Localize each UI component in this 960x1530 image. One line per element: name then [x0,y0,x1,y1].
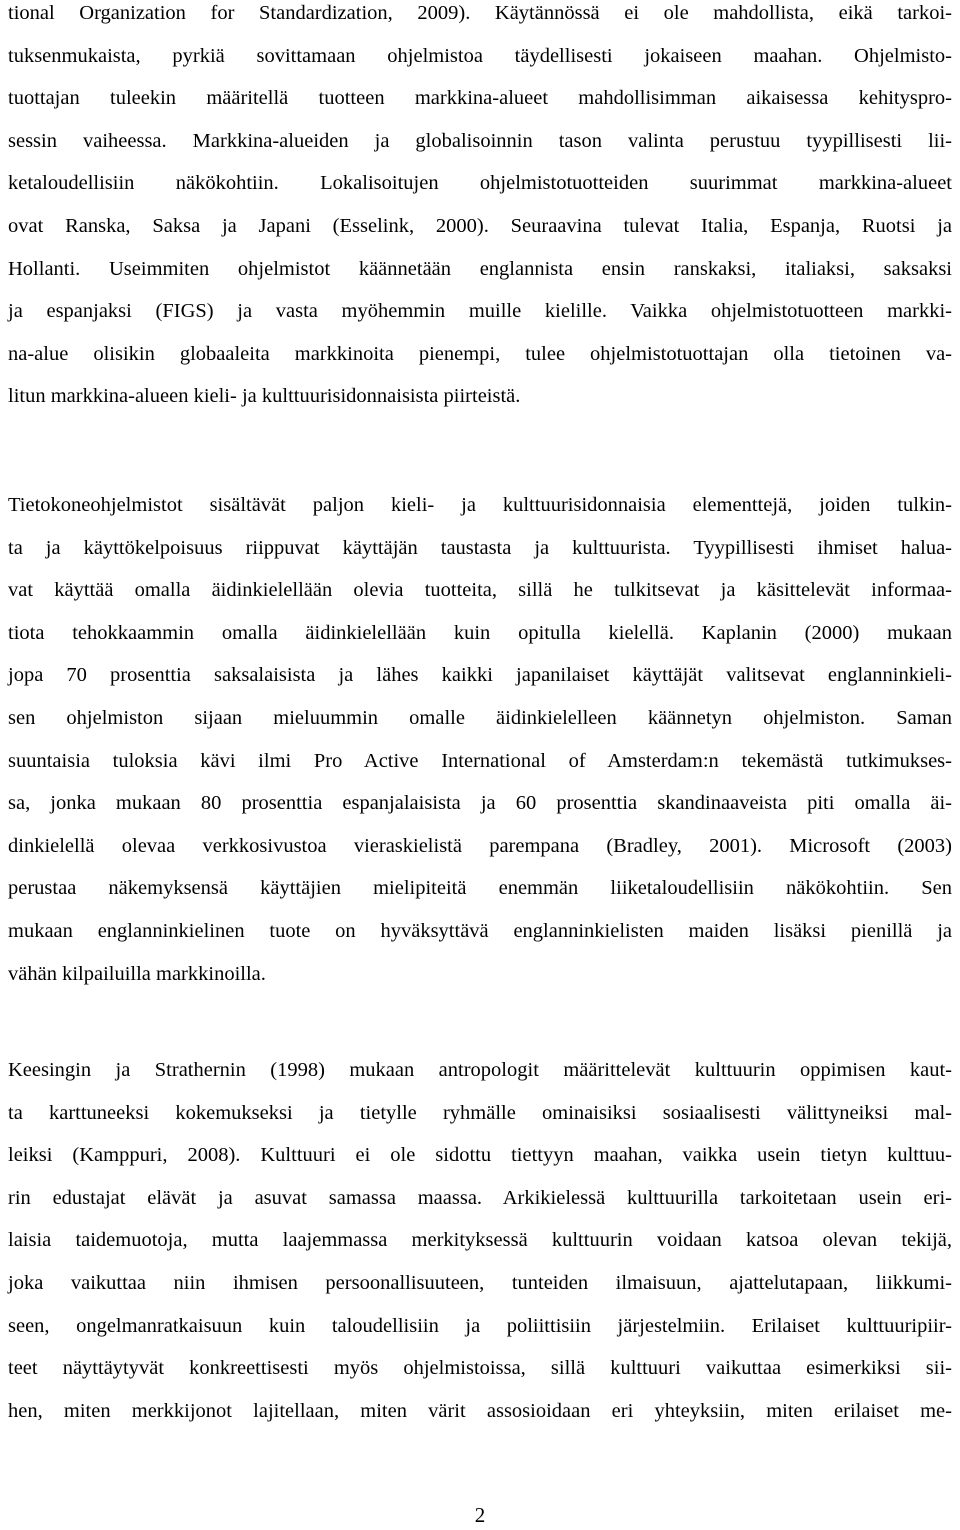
text-line: ta ja käyttökelpoisuus riippuvat käyttäjän taustasta ja kulttuurista. Tyypillisesti ihmiset halua- [8,536,952,559]
paragraph-2 [8,484,952,995]
text-line: leiksi (Kamppuri, 2008). Kulttuuri ei ole sidottu tiettyyn maahan, vaikka usein tietyn kulttuu- [8,1144,952,1167]
text-line: ovat Ranska, Saksa ja Japani (Esselink, 2000). Seuraavina tulevat Italia, Espanja, Ruotsi ja [8,214,952,237]
text-line: hen, miten merkkijonot lajitellaan, miten värit assosioidaan eri yhteyksiin, miten erilaiset me- [8,1399,952,1422]
text-line: tional Organization for Standardization, 2009). Käytännössä ei ole mahdollista, eikä tarkoi- [8,2,952,24]
text-line: seen, ongelmanratkaisuun kuin taloudellisiin ja poliittisiin järjestelmiin. Erilaiset kulttuuripiir- [8,1314,952,1337]
text-line: dinkielellä olevaa verkkosivustoa vieraskielistä parempana (Bradley, 2001). Microsoft (2003) [8,834,952,857]
text-line: suuntaisia tuloksia kävi ilmi Pro Active International of Amsterdam:n tekemästä tutkimukses- [8,749,952,772]
text-line: mukaan englanninkielinen tuote on hyväksyttävä englanninkielisten maiden lisäksi pienillä ja [8,919,952,942]
text-line: perustaa näkemyksensä käyttäjien mielipiteitä enemmän liiketaloudellisiin näkökohtiin. Sen [8,877,952,900]
text-line: jopa 70 prosenttia saksalaisista ja lähes kaikki japanilaiset käyttäjät valitsevat englanninkieli- [8,664,952,687]
text-line: vat käyttää omalla äidinkielellään olevia tuotteita, sillä he tulkitsevat ja käsittelevät informaa- [8,579,952,602]
text-line: laisia taidemuotoja, mutta laajemmassa merkityksessä kulttuurin voidaan katsoa olevan tekijä, [8,1229,952,1252]
text-line: teet näyttäytyvät konkreettisesti myös ohjelmistoissa, sillä kulttuuri vaikuttaa esimerkiksi sii- [8,1357,952,1380]
text-line: sen ohjelmiston sijaan mieluummin omalle äidinkielelleen käännetyn ohjelmiston. Saman [8,706,952,729]
text-line: ta karttuneeksi kokemukseksi ja tietylle ryhmälle ominaisiksi sosiaalisesti välittyneiksi mal- [8,1101,952,1124]
text-line: tiota tehokkaammin omalla äidinkielellään kuin opitulla kielellä. Kaplanin (2000) mukaan [8,621,952,644]
text-line: tuksenmukaista, pyrkiä sovittamaan ohjelmistoa täydellisesti jokaiseen maahan. Ohjelmisto- [8,44,952,67]
text-line: ketaloudellisiin näkökohtiin. Lokalisoitujen ohjelmistotuotteiden suurimmat markkina-alueet [8,172,952,195]
text-line: tuottajan tuleekin määritellä tuotteen markkina-alueet mahdollisimman aikaisessa kehityspro- [8,87,952,110]
text-line: litun markkina-alueen kieli- ja kulttuurisidonnaisista piirteistä. [8,385,521,408]
text-line: ja espanjaksi (FIGS) ja vasta myöhemmin muille kielille. Vaikka ohjelmistotuotteen markki- [8,300,952,323]
text-line: vähän kilpailuilla markkinoilla. [8,962,266,985]
text-line: sa, jonka mukaan 80 prosenttia espanjalaisista ja 60 prosenttia skandinaaveista piti omalla äi- [8,792,952,815]
paragraph-3 [8,1049,952,1432]
text-line: Hollanti. Useimmiten ohjelmistot käännetään englannista ensin ranskaksi, italiaksi, saksaksi [8,257,952,280]
text-line: joka vaikuttaa niin ihmisen persoonallisuuteen, tunteiden ilmaisuun, ajattelutapaan, liikkumi- [8,1271,952,1294]
text-line: Tietokoneohjelmistot sisältävät paljon kieli- ja kulttuurisidonnaisia elementtejä, joiden tulkin- [8,494,952,516]
paragraph-1 [8,0,952,418]
page-number: 2 [474,1503,486,1527]
text-line: na-alue olisikin globaaleita markkinoita pienempi, tulee ohjelmistotuottajan olla tietoinen va- [8,342,952,365]
text-line: Keesingin ja Strathernin (1998) mukaan antropologit määrittelevät kulttuurin oppimisen kaut- [8,1059,952,1081]
text-line: sessin vaiheessa. Markkina-alueiden ja globalisoinnin tason valinta perustuu tyypillisesti lii- [8,129,952,152]
text-line: rin edustajat elävät ja asuvat samassa maassa. Arkikielessä kulttuurilla tarkoitetaan usein eri- [8,1186,952,1209]
